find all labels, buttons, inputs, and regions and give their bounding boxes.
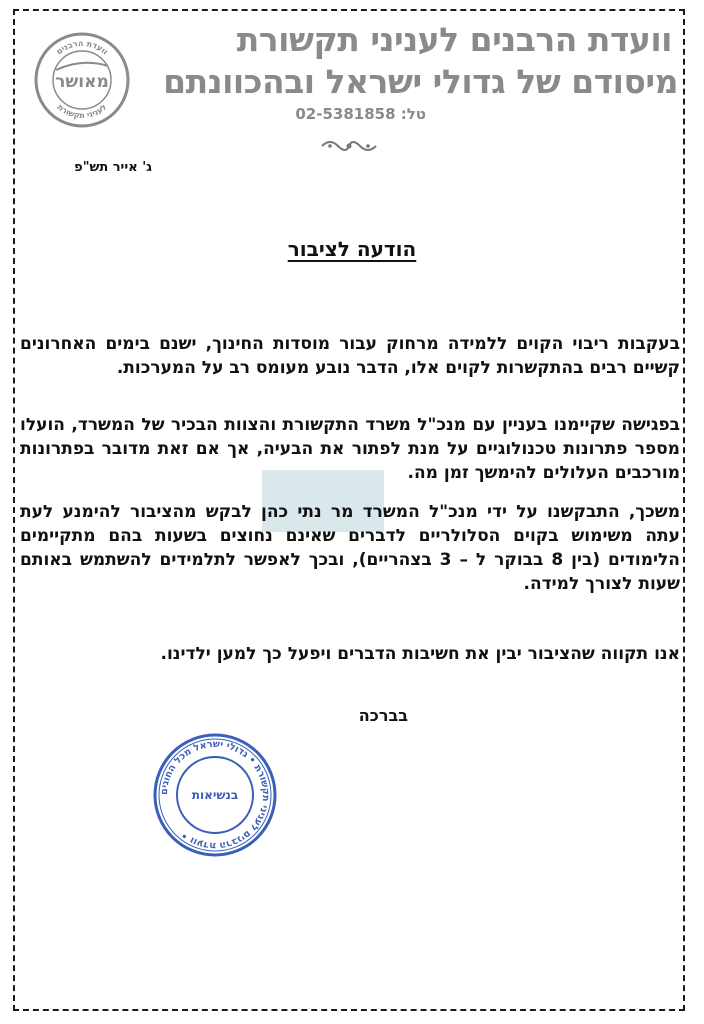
organization-logo — [32, 30, 132, 130]
notice-title — [0, 237, 704, 261]
organization-subtitle: מיסודם של גדולי ישראל ובהכוונתם — [163, 62, 678, 101]
paragraph-3: משכך, התבקשנו על ידי מנכ"ל המשרד מר נתי כהן לבקש מהציבור להימנע לעת עתה משימוש בקוים הסלולריים לדברים שאינם נחוצים בשעות בהם מתקיימים הלימודים (בין 8 בבוקר ל – 3 בצהריים), ובכך לאפשר לתלמידים להשתמש באותם שעות לצורך למידה. — [20, 502, 680, 594]
document-date: ג' אייר תש"פ — [74, 160, 152, 175]
svg-text:וועדת הרבנים לעניני תקשורת • ג: וועדת הרבנים לעניני תקשורת • גדולי ישראל מכל החוגים • — [158, 738, 272, 852]
closing-line: אנו תקווה שהציבור יבין את חשיבות הדברים ויפעל כך למען ילדינו. — [160, 644, 680, 664]
notice-title-text: הודעה לציבור — [287, 237, 417, 261]
paragraph-2: בפגישה שקיימנו בעניין עם מנכ"ל משרד התקשורת והצוות הבכיר של המשרד, הועלו מספר פתרונות טכנולוגיים על מנת לפתור את הבעיה, אך אם זאת מדובר בפתרונות מורכבים העלולים להימשך זמן מה. — [20, 415, 680, 483]
organization-name: וועדת הרבנים לעניני תקשורת — [236, 20, 672, 59]
paragraph-1: בעקבות ריבוי הקוים ללמידה מרחוק עבור מוסדות החינוך, ישנם בימים האחרונים קשיים רבים בהתקשרות לקוים אלו, הדבר נובע מעומס רב על המערכות. — [20, 334, 680, 378]
signoff: בברכה — [358, 706, 408, 725]
svg-text:לעניני תקשורת: לעניני תקשורת — [55, 102, 109, 121]
rabbinical-stamp — [150, 730, 280, 860]
svg-text:בנשיאות: בנשיאות — [191, 788, 239, 802]
svg-text:וועדת הרבנים: וועדת הרבנים — [54, 38, 110, 57]
ornament-icon — [318, 136, 380, 156]
svg-text:מאושר: מאושר — [55, 72, 109, 92]
phone-number: טל: 02-5381858 — [295, 105, 426, 123]
